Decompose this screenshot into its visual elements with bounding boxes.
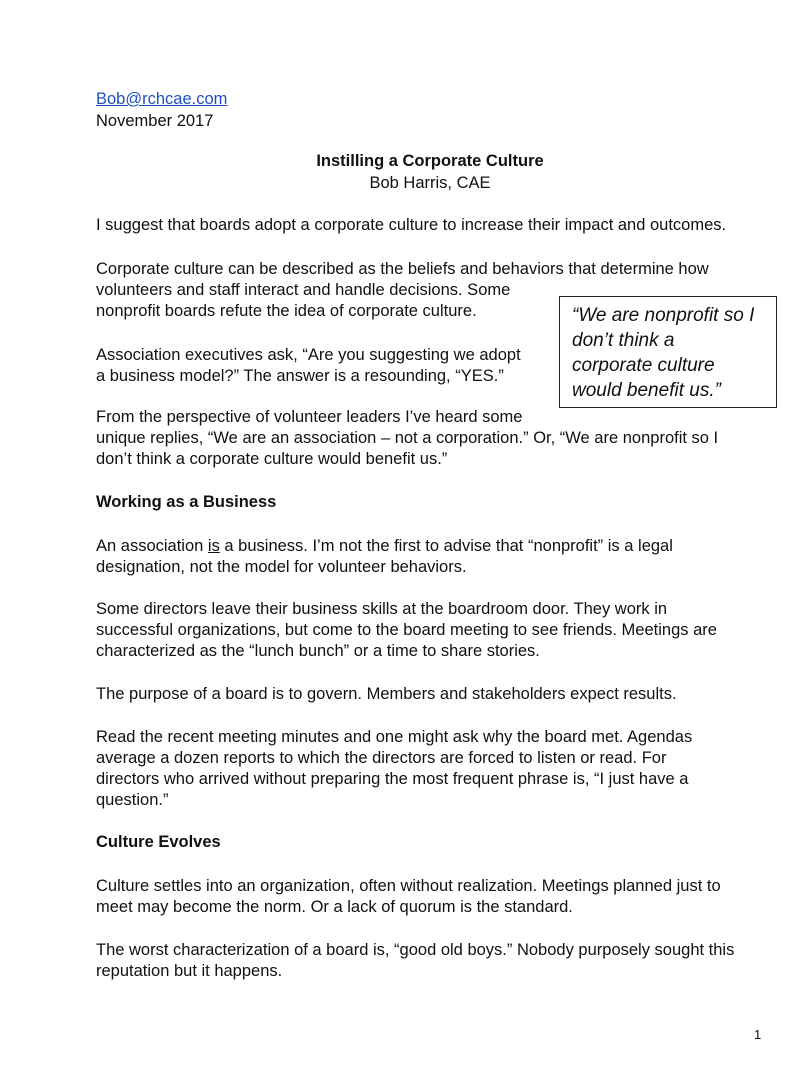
paragraph-line: directors who arrived without preparing the most frequent phrase is, “I just have a: [96, 770, 689, 788]
section-heading-working-as-business: Working as a Business: [96, 493, 277, 511]
pull-quote-box: [559, 296, 777, 408]
paragraph-line: Culture settles into an organization, often without realization. Meetings planned just to: [96, 877, 721, 895]
paragraph-line: don’t think a corporate culture would benefit us.”: [96, 450, 448, 468]
paragraph-line: average a dozen reports to which the directors are forced to listen or read. For: [96, 749, 667, 767]
paragraph-line: From the perspective of volunteer leaders I’ve heard some: [96, 408, 523, 426]
paragraph-line: meet may become the norm. Or a lack of quorum is the standard.: [96, 898, 573, 916]
pull-quote-line: corporate culture: [572, 355, 715, 376]
paragraph-intro: I suggest that boards adopt a corporate culture to increase their impact and outcomes.: [96, 216, 727, 234]
paragraph-line: question.”: [96, 791, 169, 809]
document-date: November 2017: [96, 112, 214, 130]
pull-quote-line: would benefit us.”: [572, 380, 721, 401]
paragraph-line: volunteers and staff interact and handle decisions. Some: [96, 281, 511, 299]
paragraph-line: nonprofit boards refute the idea of corporate culture.: [96, 302, 477, 320]
author-email-link[interactable]: Bob@rchcae.com: [96, 90, 228, 108]
paragraph-line: designation, not the model for volunteer behaviors.: [96, 558, 467, 576]
document-author: Bob Harris, CAE: [369, 174, 491, 192]
section-heading-culture-evolves: Culture Evolves: [96, 833, 221, 851]
paragraph-line: Some directors leave their business skills at the boardroom door. They work in: [96, 600, 668, 618]
underlined-word: is: [207, 537, 220, 555]
paragraph-line: Read the recent meeting minutes and one might ask why the board met. Agendas: [96, 728, 693, 746]
page-number: 1: [754, 1027, 762, 1042]
document-title: Instilling a Corporate Culture: [316, 152, 544, 170]
text-run: An association: [96, 537, 208, 555]
paragraph-line: The worst characterization of a board is, “good old boys.” Nobody purposely sought this: [96, 941, 735, 959]
paragraph-line: characterized as the “lunch bunch” or a time to share stories.: [96, 642, 540, 660]
pull-quote-line: don’t think a: [572, 330, 675, 351]
paragraph-line: unique replies, “We are an association – not a corporation.” Or, “We are nonprofit so I: [96, 429, 719, 447]
paragraph-line: successful organizations, but come to the board meeting to see friends. Meetings are: [96, 621, 717, 639]
text-run: a business. I’m not the first to advise that “nonprofit” is a legal: [219, 537, 673, 555]
paragraph-line: Association executives ask, “Are you suggesting we adopt: [96, 346, 521, 364]
paragraph-line: [96, 536, 673, 557]
paragraph-line: Corporate culture can be described as the beliefs and behaviors that determine how: [96, 260, 709, 278]
paragraph-line: The purpose of a board is to govern. Members and stakeholders expect results.: [96, 685, 677, 703]
paragraph-line: reputation but it happens.: [96, 962, 283, 980]
pull-quote-line: “We are nonprofit so I: [572, 305, 755, 326]
paragraph-line: a business model?” The answer is a resounding, “YES.”: [96, 367, 504, 385]
